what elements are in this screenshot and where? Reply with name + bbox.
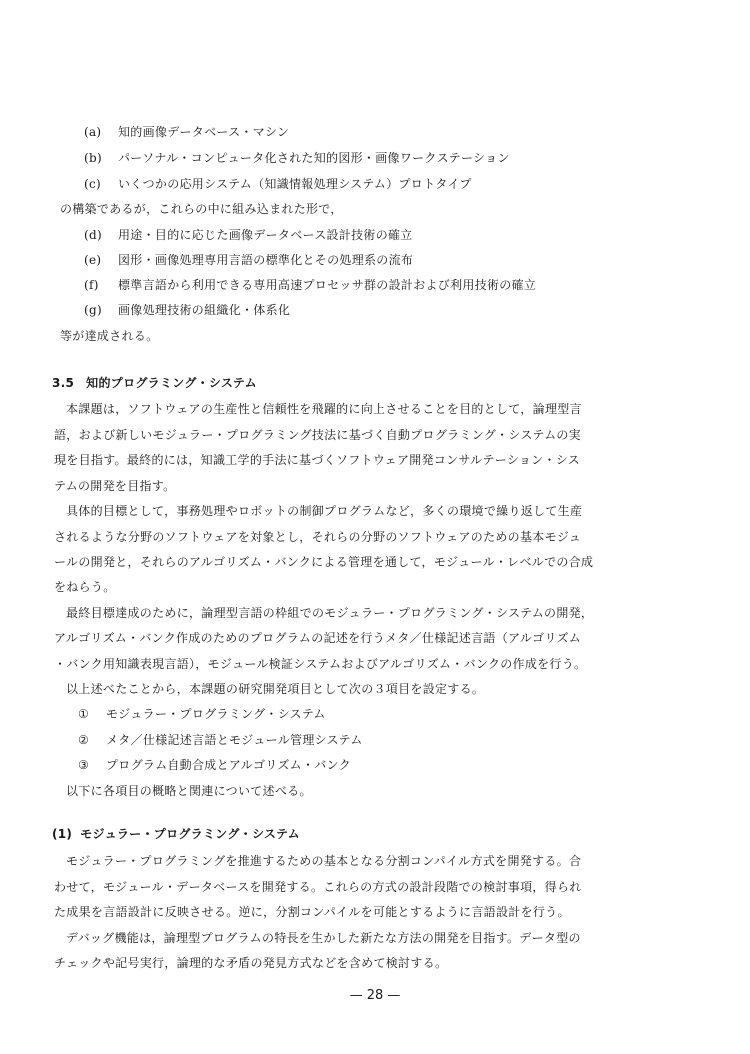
paragraph-line: デバッグ機能は，論理型プログラムの特長を生かした新たな方法の開発を目指す。データ型の xyxy=(66,931,581,945)
list-label: (f) xyxy=(84,278,99,292)
list-item xyxy=(84,277,536,293)
paragraph-line: た成果を言語設計に反映させる。逆に，分割コンパイルを可能とするように言語設計を行う。 xyxy=(54,905,570,919)
section-number: 3.5 xyxy=(52,376,75,390)
subsection-number: (1) xyxy=(52,827,73,841)
paragraph-line: 最終目標達成のために，論理型言語の枠組でのモジュラー・プログラミング・システムの開発， xyxy=(66,606,594,620)
section-heading xyxy=(52,375,257,391)
list-label: (d) xyxy=(84,228,102,242)
list-text: 図形・画像処理専用言語の標準化とその処理系の流布 xyxy=(118,253,414,267)
list-item xyxy=(84,252,413,268)
list-text: 標準言語から利用できる専用高速プロセッサ群の設計および利用技術の確立 xyxy=(118,278,537,292)
list-item xyxy=(78,706,326,722)
paragraph-line: ールの開発と，それらのアルゴリズム・バンクによる管理を通して，モジュール・レベルでの合成 xyxy=(54,555,594,569)
list-text: プログラム自動合成とアルゴリズム・バンク xyxy=(106,758,351,772)
list-text: メタ／仕様記述言語とモジュール管理システム xyxy=(106,733,363,747)
list-item xyxy=(84,302,290,318)
paragraph-line: ・バンク用知識表現言語），モジュール検証システムおよびアルゴリズム・バンクの作成を行う。 xyxy=(54,657,587,671)
paragraph-line: 以下に各項目の概略と関連について述べる。 xyxy=(66,784,312,798)
list-item xyxy=(78,757,351,773)
list-text: モジュラー・プログラミング・システム xyxy=(106,707,326,721)
paragraph-line: 現を目指す。最終的には，知識工学的手法に基づくソフトウェア開発コンサルテーション・シス xyxy=(54,453,581,467)
list-label: (a) xyxy=(84,125,102,139)
list-text: パーソナル・コンピュータ化された知的図形・画像ワークステーション xyxy=(118,151,510,165)
list-item xyxy=(78,732,363,748)
paragraph-line: をねらう。 xyxy=(54,580,116,594)
paragraph-line: 本課題は，ソフトウェアの生産性と信頼性を飛躍的に向上させることを目的として，論理型言 xyxy=(66,402,582,416)
paragraph-line: わせて，モジュール・データベースを開発する。これらの方式の設計段階での検討事項，得られ xyxy=(54,880,582,894)
subsection-heading xyxy=(52,826,300,842)
list-marker: ② xyxy=(78,733,90,747)
paragraph-line: モジュラー・プログラミングを推進するための基本となる分割コンパイル方式を開発する。合 xyxy=(66,854,582,868)
list-marker: ① xyxy=(78,707,90,721)
paragraph-line: アルゴリズム・バンク作成のためのプログラムの記述を行うメタ／仕様記述言語（アルゴリズム xyxy=(54,631,582,645)
list-label: (c) xyxy=(84,177,101,191)
page-number: — 28 — xyxy=(349,988,401,1003)
list-marker: ③ xyxy=(78,758,90,772)
list-item xyxy=(84,227,413,243)
list-label: (g) xyxy=(84,303,102,317)
paragraph-line: 以上述べたことから，本課題の研究開発項目として次の３項目を設定する。 xyxy=(66,682,485,696)
list-item xyxy=(84,176,472,192)
subsection-title: モジュラー・プログラミング・システム xyxy=(80,827,300,841)
paragraph-line: されるような分野のソフトウェアを対象とし，それらの分野のソフトウェアのための基本モジュ xyxy=(54,530,582,544)
section-title: 知的プログラミング・システム xyxy=(86,376,257,390)
paragraph-line: 語，および新しいモジュラー・プログラミング技法に基づく自動プログラミング・システムの実 xyxy=(54,428,581,442)
paragraph-line: テムの開発を目指す。 xyxy=(54,479,176,493)
list-item xyxy=(84,150,510,166)
list-text: 用途・目的に応じた画像データベース設計技術の確立 xyxy=(118,228,413,242)
list-text: 画像処理技術の組織化・体系化 xyxy=(118,303,291,317)
list-label: (b) xyxy=(84,151,102,165)
list-text: 知的画像データベース・マシン xyxy=(118,125,290,139)
paragraph-line: チェックや記号実行，論理的な矛盾の発見方式などを含めて検討する。 xyxy=(54,956,448,970)
paragraph-line: 具体的目標として，事務処理やロボットの制御プログラムなど，多くの環境で繰り返して生産 xyxy=(66,504,583,518)
list-item xyxy=(84,124,289,140)
paragraph-line: 等が達成される。 xyxy=(60,329,159,343)
list-label: (e) xyxy=(84,253,102,267)
paragraph-line: の構築であるが，これらの中に組み込まれた形で， xyxy=(60,202,343,216)
list-text: いくつかの応用システム（知識情報処理システム）プロトタイプ xyxy=(118,177,472,191)
